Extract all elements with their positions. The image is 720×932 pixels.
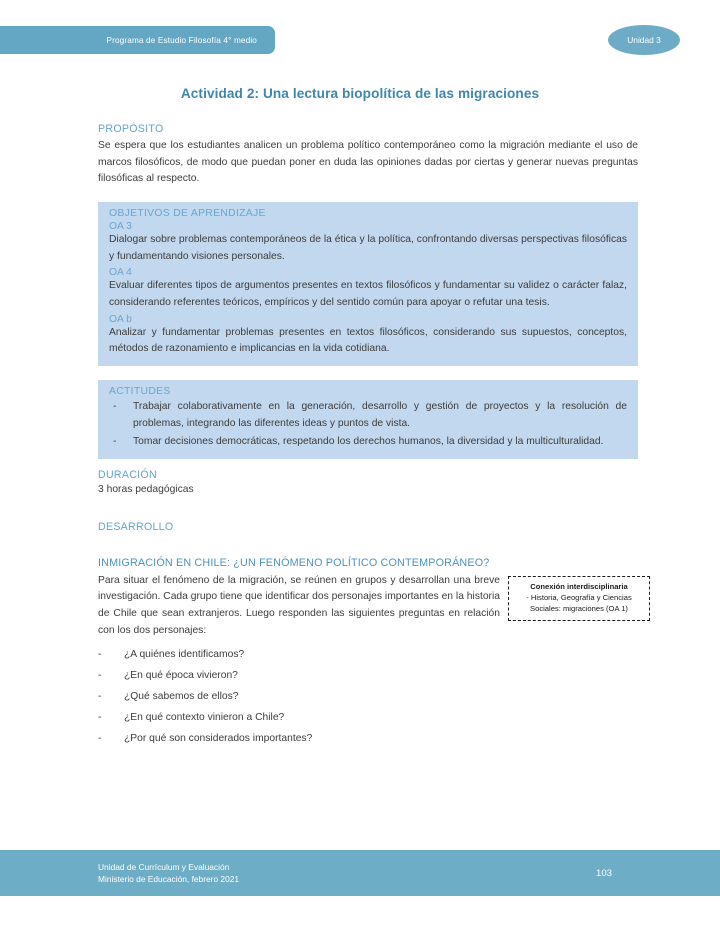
question-text: ¿Qué sabemos de ellos? <box>124 690 239 702</box>
actitudes-box <box>98 380 638 459</box>
objetivo-text: Evaluar diferentes tipos de argumentos presentes en textos filosóficos y fundamentar su validez o carácter falaz, considerando referentes teóricos, empíricos y del sentido común para apoyar o refutar una tesis. <box>109 280 627 309</box>
conexion-title: Conexión interdisciplinaria <box>530 581 628 591</box>
page-header <box>0 0 720 70</box>
bullet-marker: - <box>98 669 102 681</box>
conexion-line-1: - Historia, Geografía y Ciencias <box>526 592 632 602</box>
proposito-text: Se espera que los estudiantes analicen un problema político contemporáneo como la migración mediante el uso de marcos filosóficos, de modo que puedan poner en duda las opiniones dadas por ciertas y generar nuevas preguntas filosóficas al respecto. <box>98 140 638 185</box>
question-text: ¿Por qué son considerados importantes? <box>124 732 313 744</box>
objetivo-text: Analizar y fundamentar problemas presentes en textos filosóficos, considerando sus supuestos, conceptos, métodos de razonamiento e implicancias en la vida cotidiana. <box>109 326 627 355</box>
page-number: 103 <box>595 867 612 879</box>
bullet-marker: - <box>98 732 102 744</box>
objetivo-code: OA b <box>109 313 132 325</box>
objetivo-item <box>109 314 627 358</box>
header-program-tab <box>0 26 275 54</box>
objetivos-title: OBJETIVOS DE APRENDIZAJE <box>109 208 266 220</box>
list-item <box>98 708 638 728</box>
conexion-interdisciplinaria-box <box>508 576 650 622</box>
conexion-line-2: Sociales: migraciones (OA 1) <box>530 604 628 614</box>
footer-institution <box>98 861 239 885</box>
duracion-value: 3 horas pedagógicas <box>98 484 194 496</box>
list-item <box>98 687 638 707</box>
actitud-text: Trabajar colaborativamente en la generación, desarrollo y gestión de proyectos y la resolución de problemas, integrando las diferentes ideas y puntos de vista. <box>133 401 627 429</box>
question-text: ¿En qué época vivieron? <box>124 669 238 681</box>
header-program-label: Programa de Estudio Filosofía 4° medio <box>106 35 257 45</box>
objetivo-code: OA 4 <box>109 267 132 279</box>
actitud-text: Tomar decisiones democráticas, respetando los derechos humanos, la diversidad y la multiculturalidad. <box>133 436 604 448</box>
bullet-marker: - <box>113 401 117 413</box>
unit-badge-label: Unidad 3 <box>627 35 661 45</box>
objetivo-item <box>109 267 627 311</box>
desarrollo-label: DESARROLLO <box>98 520 174 533</box>
proposito-label: PROPÓSITO <box>98 123 164 135</box>
proposito-section <box>98 123 638 188</box>
bullet-marker: - <box>98 648 102 660</box>
objetivo-text: Dialogar sobre problemas contemporáneos de la ética y la política, confrontando diversas perspectivas filosóficas y fundamentando visiones personales. <box>109 234 627 262</box>
desarrollo-row <box>98 573 638 640</box>
content-column <box>0 123 720 749</box>
footer-line-1: Unidad de Currículum y Evaluación <box>98 861 230 872</box>
list-item <box>109 434 627 451</box>
objetivo-code: OA 3 <box>109 221 132 233</box>
list-item <box>98 666 638 686</box>
desarrollo-subsection-title: INMIGRACIÓN EN CHILE: ¿UN FENÓMENO POLÍTICO CONTEMPORÁNEO? <box>98 556 490 569</box>
bullet-marker: - <box>98 690 102 702</box>
unit-badge <box>608 25 680 55</box>
question-text: ¿En qué contexto vinieron a Chile? <box>124 711 285 723</box>
bullet-marker: - <box>98 711 102 723</box>
list-item <box>98 729 638 749</box>
questions-list <box>98 645 638 749</box>
objetivos-box <box>98 202 638 366</box>
actitudes-title: ACTITUDES <box>109 386 171 398</box>
desarrollo-paragraph: Para situar el fenómeno de la migración, se reúnen en grupos y desarrollan una breve investigación. Cada grupo tiene que identificar dos personajes importantes en la historia de Chile que sean extranjeros. Luego responden las siguientes preguntas en relación con los dos personajes: <box>98 574 500 636</box>
objetivo-item <box>109 221 627 265</box>
list-item <box>109 399 627 432</box>
duracion-section <box>98 469 638 498</box>
duracion-label: DURACIÓN <box>98 469 157 482</box>
footer-line-2: Ministerio de Educación, febrero 2021 <box>98 874 240 884</box>
question-text: ¿A quiénes identificamos? <box>124 648 245 660</box>
page-content <box>0 70 720 850</box>
activity-title: Actividad 2: Una lectura biopolítica de las migraciones <box>180 86 540 101</box>
list-item <box>98 645 638 665</box>
page-footer <box>0 850 720 896</box>
bullet-marker: - <box>113 436 117 448</box>
